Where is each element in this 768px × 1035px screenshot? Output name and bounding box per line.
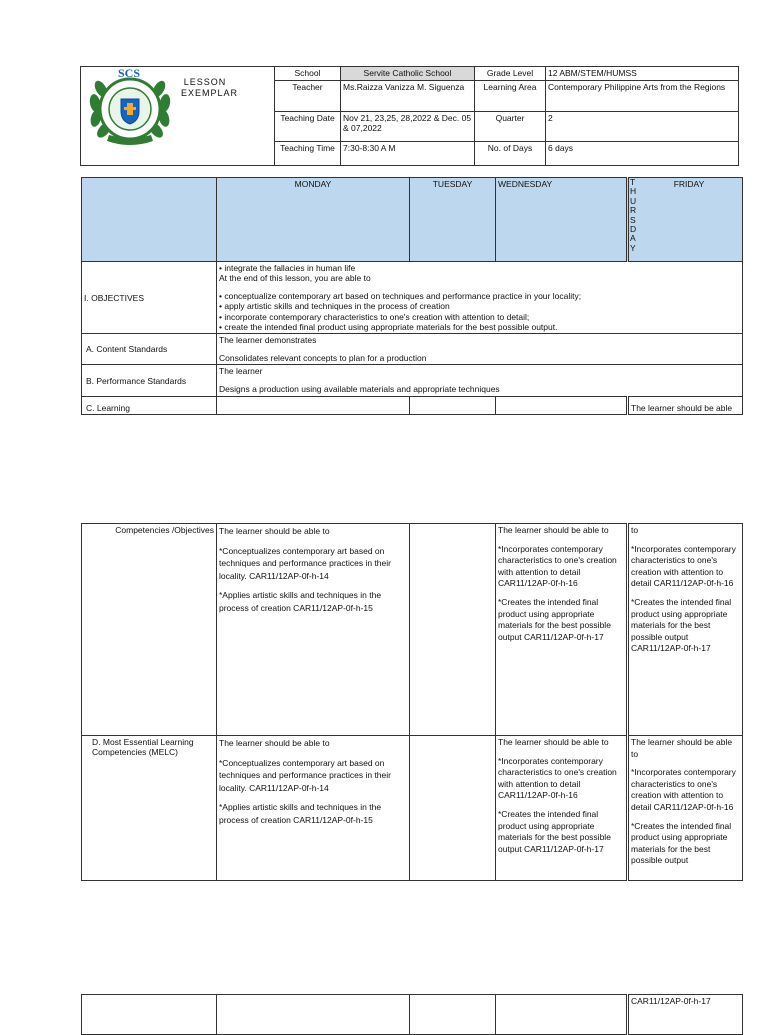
objectives-content	[217, 262, 743, 334]
content-standards-line2: Consolidates relevant concepts to plan for a production	[219, 352, 427, 363]
learning-label: C. Learning	[82, 397, 217, 415]
competencies-monday	[217, 524, 410, 736]
content-standards-content	[217, 334, 743, 365]
content-standards-line1: The learner demonstrates	[219, 335, 317, 346]
day-monday: MONDAY	[217, 178, 410, 262]
next-page-tuesday	[410, 995, 496, 1035]
date-value: Nov 21, 23,25, 28,2022 & Dec. 05 & 07,2022	[341, 112, 475, 141]
objectives-line5: • incorporate contemporary characteristics to one's creation with attention to detail;	[219, 311, 530, 322]
competencies-mon-intro: The learner should be able to	[219, 526, 330, 536]
time-label: Teaching Time	[275, 141, 341, 165]
melc-fri-p1: *Incorporates contemporary characteristics to one's creation with attention to detail CAR11/12AP-0f-h-16	[631, 767, 736, 812]
quarter-label: Quarter	[475, 112, 546, 141]
objectives-line3: • conceptualize contemporary art based on techniques and performance practice in your locality;	[219, 290, 582, 301]
melc-mon-p1: *Conceptualizes contemporary art based on techniques and performance practices in their locality. CAR11/12AP-0f-h-14	[219, 757, 391, 793]
melc-wed-intro: The learner should be able to	[498, 737, 609, 747]
grade-value: 12 ABM/STEM/HUMSS	[546, 67, 739, 81]
quarter-value: 2	[546, 112, 739, 141]
day-wednesday: WEDNESDAY	[496, 178, 628, 262]
day-friday: FRIDAY	[673, 179, 705, 189]
day-thursday-friday-cell	[628, 178, 743, 262]
learning-friday: The learner should be able	[628, 397, 743, 415]
melc-tuesday	[410, 736, 496, 881]
next-page-wednesday	[496, 995, 628, 1035]
lesson-exemplar-title	[181, 77, 239, 99]
competencies-wed-p1: *Incorporates contemporary characteristics to one's creation with attention to detail CAR11/12AP-0f-h-16	[498, 543, 617, 589]
time-value: 7:30-8:30 A M	[341, 141, 475, 165]
melc-label: D. Most Essential Learning Competencies (MELC)	[82, 736, 217, 881]
objectives-label: I. OBJECTIVES	[82, 262, 217, 334]
melc-wed-p2: *Creates the intended final product using appropriate materials for the best possible output CAR11/12AP-0f-h-17	[498, 808, 611, 854]
competencies-wed-p2: *Creates the intended final product using appropriate materials for the best possible output CAR11/12AP-0f-h-17	[498, 596, 611, 642]
objectives-line4: • apply artistic skills and techniques in the process of creation	[219, 301, 450, 312]
objectives-line2: At the end of this lesson, you are able to	[219, 273, 371, 284]
continuation-table	[81, 523, 743, 881]
learning-monday	[217, 397, 410, 415]
content-standards-label: A. Content Standards	[82, 334, 217, 365]
melc-fri-intro: The learner should be able to	[631, 737, 733, 759]
days-label: No. of Days	[475, 141, 546, 165]
melc-monday	[217, 736, 410, 881]
next-page-monday	[217, 995, 410, 1035]
school-label: School	[275, 67, 341, 81]
competencies-mon-p1: *Conceptualizes contemporary art based on techniques and performance practices in their locality. CAR11/12AP-0f-h-14	[219, 545, 391, 581]
objectives-line6: • create the intended final product using appropriate materials for the best possible output.	[219, 322, 558, 333]
learning-tuesday	[410, 397, 496, 415]
day-tuesday: TUESDAY	[410, 178, 496, 262]
next-page-table	[81, 994, 743, 1035]
days-value: 6 days	[546, 141, 739, 165]
competencies-fri-p1: *Incorporates contemporary characteristics to one's creation with attention to detail CAR11/12AP-0f-h-16	[631, 543, 736, 589]
title-line2: EXEMPLAR	[181, 87, 239, 98]
melc-mon-p2: *Applies artistic skills and techniques in the process of creation CAR11/12AP-0f-h-15	[219, 802, 382, 825]
header-table	[80, 66, 739, 166]
logo-title-cell	[81, 67, 275, 166]
day-header-blank	[82, 178, 217, 262]
performance-standards-label: B. Performance Standards	[82, 365, 217, 397]
competencies-label: Competencies /Objectives	[82, 524, 217, 736]
competencies-fri-p2: *Creates the intended final product using appropriate materials for the best possible output CAR11/12AP-0f-h-17	[631, 596, 732, 654]
performance-standards-content	[217, 365, 743, 397]
teacher-label: Teacher	[275, 80, 341, 112]
competencies-mon-p2: *Applies artistic skills and techniques in the process of creation CAR11/12AP-0f-h-15	[219, 590, 382, 613]
weekly-table	[81, 177, 743, 415]
performance-standards-line1: The learner	[219, 366, 263, 377]
melc-wednesday	[496, 736, 628, 881]
learning-wednesday	[496, 397, 628, 415]
competencies-tuesday	[410, 524, 496, 736]
competencies-wednesday	[496, 524, 628, 736]
area-label: Learning Area	[475, 80, 546, 112]
melc-mon-intro: The learner should be able to	[219, 738, 330, 748]
melc-wed-p1: *Incorporates contemporary characteristics to one's creation with attention to detail CAR11/12AP-0f-h-16	[498, 755, 617, 801]
competencies-fri-intro: to	[631, 525, 639, 535]
area-value: Contemporary Philippine Arts from the Regions	[546, 80, 739, 112]
next-page-friday: CAR11/12AP-0f-h-17	[628, 995, 743, 1035]
title-line1: LESSON	[183, 77, 227, 87]
competencies-friday	[628, 524, 743, 736]
grade-label: Grade Level	[475, 67, 546, 81]
melc-fri-p2: *Creates the intended final product using appropriate materials for the best possible output	[631, 820, 732, 866]
competencies-wed-intro: The learner should be able to	[498, 525, 609, 535]
objectives-line1: • integrate the fallacies in human life	[219, 263, 356, 273]
next-page-label	[82, 995, 217, 1035]
date-label: Teaching Date	[275, 112, 341, 141]
melc-friday	[628, 736, 743, 881]
teacher-value: Ms.Raizza Vanizza M. Siguenza	[341, 80, 475, 112]
performance-standards-line2: Designs a production using available materials and appropriate techniques	[219, 383, 500, 394]
logo-text: SCS	[118, 66, 141, 80]
day-thursday: THURSDAY	[630, 177, 637, 253]
school-value: Servite Catholic School	[341, 67, 475, 81]
